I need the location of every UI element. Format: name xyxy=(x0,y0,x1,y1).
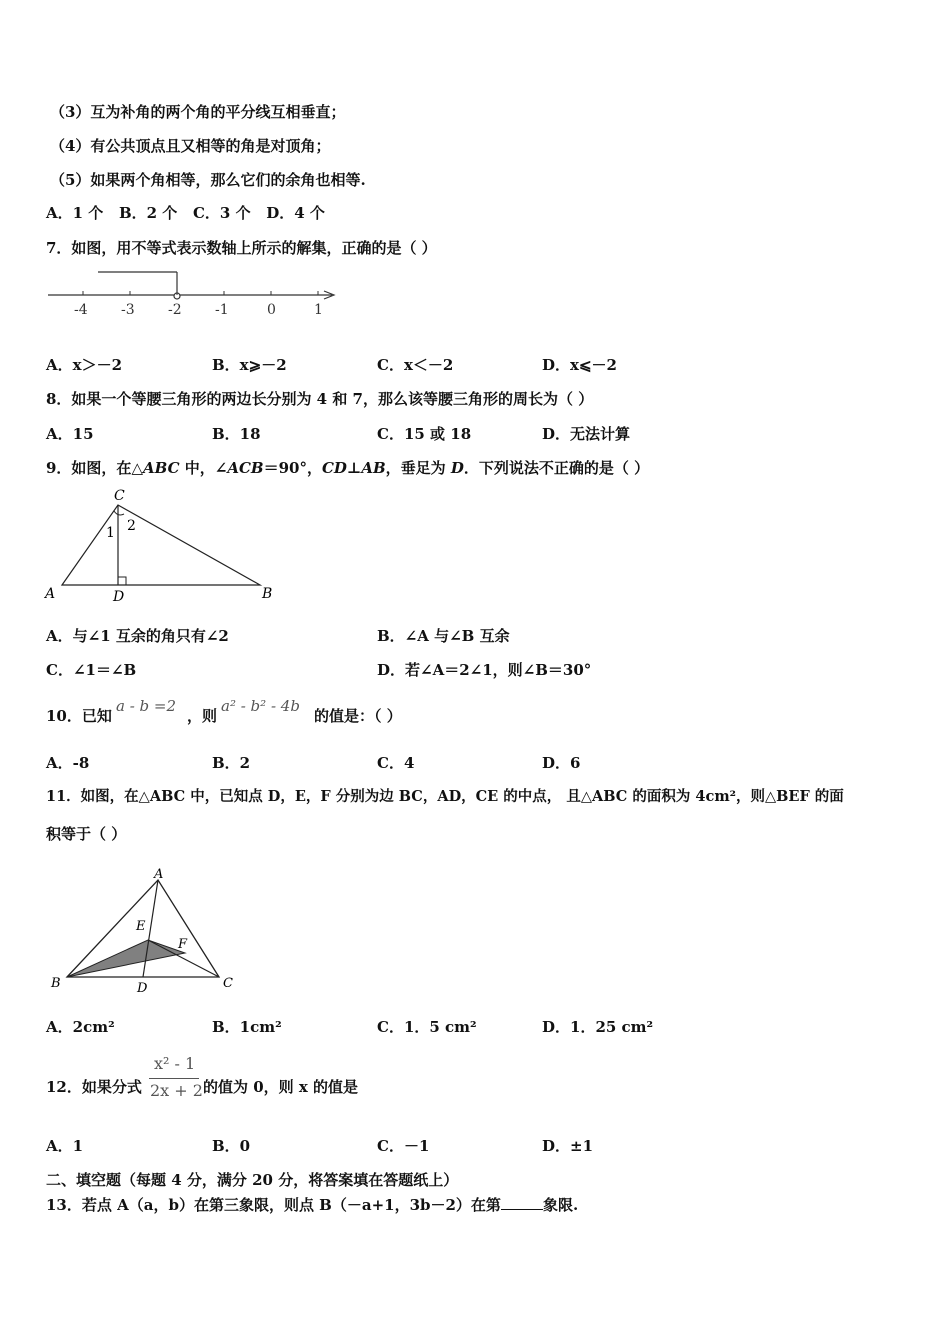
q9-label-b: B xyxy=(262,586,273,602)
q8-stem: 8．如果一个等腰三角形的两边长分别为 4 和 7，那么该等腰三角形的周长为（ ） xyxy=(46,390,594,408)
q7-tick-label: -1 xyxy=(215,302,229,318)
q8-option-d[interactable]: D．无法计算 xyxy=(542,425,631,443)
q9-option-b[interactable]: B．∠A 与∠B 互余 xyxy=(377,627,510,645)
q7-option-a[interactable]: A．x＞－2 xyxy=(46,356,123,374)
q11-label-e: E xyxy=(136,919,146,934)
q12-numerator: x² - 1 xyxy=(154,1054,196,1073)
q11-stem-line2: 积等于（ ） xyxy=(46,825,127,843)
q10-stem-c: 的值是：（ ） xyxy=(314,707,402,725)
q9-label-angle2: 2 xyxy=(127,518,136,534)
q12-stem-b: 的值为 0，则 x 的值是 xyxy=(203,1078,359,1096)
statement-4: （4）有公共顶点且又相等的角是对顶角； xyxy=(50,137,331,155)
q11-label-d: D xyxy=(137,981,148,996)
q13-stem: 13．若点 A（a，b）在第三象限，则点 B（－a+1，3b－2）在第 象限. xyxy=(46,1196,579,1214)
q12-fraction-bar xyxy=(149,1078,199,1079)
statement-3: （3）互为补角的两个角的平分线互相垂直； xyxy=(50,103,346,121)
q8-option-b[interactable]: B．18 xyxy=(212,425,261,443)
q10-option-c[interactable]: C．4 xyxy=(377,754,415,772)
q11-stem-line1: 11．如图，在△ABC 中，已知点 D，E，F 分别为边 BC，AD，CE 的中点， 且△ABC 的面积为 4cm²，则△BEF 的面 xyxy=(46,788,844,805)
q9-option-c[interactable]: C．∠1＝∠B xyxy=(46,661,137,679)
q12-option-a[interactable]: A．1 xyxy=(46,1137,84,1155)
q11-label-f: F xyxy=(178,937,188,952)
q7-stem: 7．如图，用不等式表示数轴上所示的解集，正确的是（ ） xyxy=(46,239,437,257)
q9-option-d[interactable]: D．若∠A＝2∠1，则∠B＝30° xyxy=(377,661,592,679)
q7-tick-label: -4 xyxy=(74,302,88,318)
section-2-heading: 二、填空题（每题 4 分，满分 20 分，将答案填在答题纸上） xyxy=(46,1171,459,1189)
q11-option-b[interactable]: B．1cm² xyxy=(212,1018,282,1036)
q12-option-c[interactable]: C．－1 xyxy=(377,1137,430,1155)
q9-label-c: C xyxy=(114,488,125,504)
q11-label-c: C xyxy=(223,976,233,991)
q10-expr2: a² - b² - 4b xyxy=(221,697,300,715)
q11-option-d[interactable]: D．1．25 cm² xyxy=(542,1018,654,1036)
q9-option-a[interactable]: A．与∠1 互余的角只有∠2 xyxy=(46,627,229,645)
q6-options: A．1 个 B．2 个 C．3 个 D．4 个 xyxy=(46,204,325,222)
q8-option-c[interactable]: C．15 或 18 xyxy=(377,425,472,443)
q11-triangle-figure xyxy=(46,864,246,998)
q7-option-d[interactable]: D．x⩽－2 xyxy=(542,356,617,374)
statement-5: （5）如果两个角相等，那么它们的余角也相等. xyxy=(50,171,366,189)
q10-expr1: a - b =2 xyxy=(116,697,177,715)
q7-tick-label: -3 xyxy=(121,302,135,318)
q7-option-b[interactable]: B．x⩾－2 xyxy=(212,356,287,374)
q10-stem-a: 10．已知 xyxy=(46,707,112,725)
q11-option-a[interactable]: A．2cm² xyxy=(46,1018,115,1036)
q7-tick-label: -2 xyxy=(168,302,182,318)
q7-number-line xyxy=(44,266,344,322)
q9-stem: 9．如图，在△ABC 中，∠ACB＝90°，CD⊥AB，垂足为 D．下列说法不正确的是（ ） xyxy=(46,459,650,477)
q7-tick-label: 0 xyxy=(267,302,276,318)
q10-stem-b: ，则 xyxy=(187,707,218,725)
q11-option-c[interactable]: C．1．5 cm² xyxy=(377,1018,477,1036)
q8-option-a[interactable]: A．15 xyxy=(46,425,94,443)
q9-label-a: A xyxy=(45,586,56,602)
q10-option-d[interactable]: D．6 xyxy=(542,754,581,772)
q12-option-b[interactable]: B．0 xyxy=(212,1137,251,1155)
q10-option-a[interactable]: A．-8 xyxy=(46,754,90,772)
q12-stem-a: 12．如果分式 xyxy=(46,1078,142,1096)
q7-tick-label: 1 xyxy=(314,302,323,318)
q11-label-b: B xyxy=(51,976,61,991)
q11-label-a: A xyxy=(154,867,164,882)
q9-label-angle1: 1 xyxy=(106,525,115,541)
q12-denominator: 2x + 2 xyxy=(150,1081,203,1100)
q13-answer-blank[interactable] xyxy=(501,1195,543,1210)
q10-option-b[interactable]: B．2 xyxy=(212,754,251,772)
q9-triangle-figure xyxy=(40,484,280,608)
q9-label-d: D xyxy=(113,589,125,605)
q12-option-d[interactable]: D．±1 xyxy=(542,1137,594,1155)
q7-option-c[interactable]: C．x＜－2 xyxy=(377,356,454,374)
